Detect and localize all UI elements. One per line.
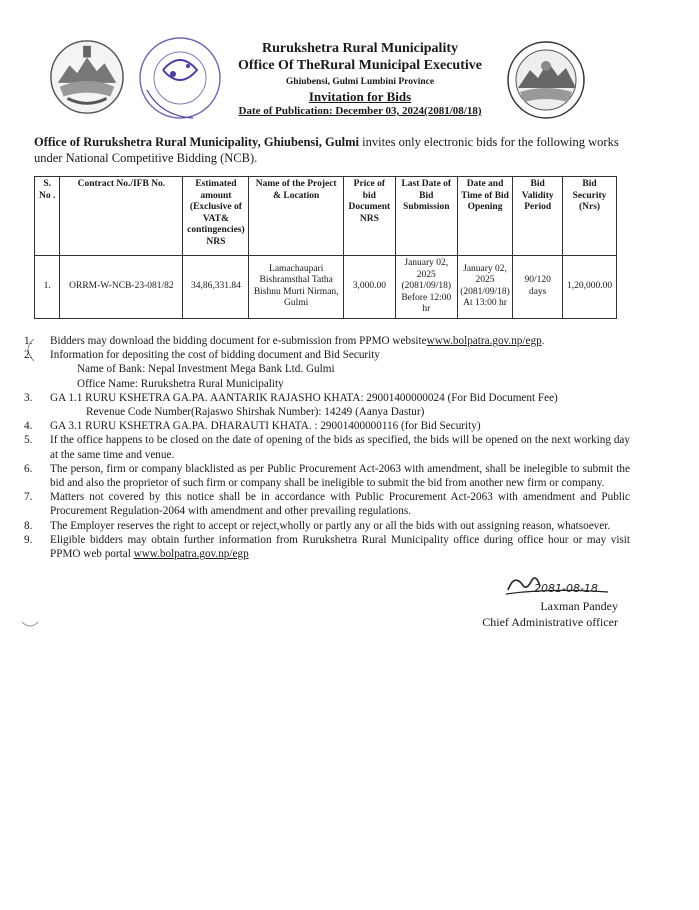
note-item-4: 4. GA 3.1 RURU KSHETRA GA.PA. DHARAUTI KHATA. : 29001400000116 (for Bid Security) (24, 420, 481, 433)
signer-title: Chief Administrative officer (482, 615, 618, 629)
note-item-2: 2. Information for depositing the cost of bidding document and Bid Security (24, 349, 380, 362)
col-opening: Date and Time of Bid Opening (457, 177, 513, 256)
col-sno: S. No . (35, 177, 60, 256)
publication-date: Date of Publication: December 03, 2024(2081/08/18) (238, 105, 482, 117)
bid-table (34, 176, 617, 319)
note-item-6: 6. The person, firm or company blacklisted as per Public Procurement Act-2063 with amendment, shall be inelegible to submit the bid and also the proprietor of such firm or company shall be ineligible to submit the bid from another new firm or company. (24, 462, 630, 490)
cell-last-date: January 02, 2025 (2081/09/18) Before 12:00 hr (395, 256, 457, 319)
col-project: Name of the Project & Location (249, 177, 344, 256)
cell-estimate: 34,86,331.84 (183, 256, 249, 319)
signer-name: Laxman Pandey (540, 599, 618, 613)
cell-sno: 1. (35, 256, 60, 319)
bolpatra-link[interactable]: www.bolpatra.gov.np/egp (426, 335, 542, 347)
ppmo-portal-link[interactable]: www.bolpatra.gov.np/egp (133, 548, 249, 561)
cell-doc-price: 3,000.00 (343, 256, 395, 319)
bank-name: Name of Bank: Nepal Investment Mega Bank Ltd. Gulmi (77, 363, 335, 376)
office-name-line: Office Name: Rurukshetra Rural Municipality (77, 377, 284, 390)
col-security: Bid Security (Nrs) (563, 177, 617, 256)
signer-block (420, 598, 618, 630)
col-doc-price: Price of bid Document NRS (343, 177, 395, 256)
table-header-row (35, 177, 617, 256)
cell-validity: 90/120 days (513, 256, 563, 319)
note-item-1: 1. Bidders may download the bidding document for e-submission from PPMO websitewww.bolpatra.gov.np/egp. (24, 335, 545, 347)
office-address: Ghiubensi, Gulmi Lumbini Province (285, 77, 435, 87)
cell-project: Lamachaupari Bishramsthal Tatha Bishnu Murti Nirman, Gulmi (249, 256, 344, 319)
note-item-5: 5. If the office happens to be closed on the date of opening of the bids as specified, the bids will be opened on the next working day at the same time and venue. (24, 434, 630, 461)
note-item-9: 9. Eligible bidders may obtain further information from Rurukshetra Rural Municipality office during office hour or may visit PPMO web portal www.bolpatra.gov.np/egp (24, 533, 630, 561)
nepal-emblem-logo (48, 38, 126, 116)
notice-header (160, 40, 520, 118)
col-last-date: Last Date of Bid Submission (395, 177, 457, 256)
municipality-name: Rurukshetra Rural Municipality (261, 41, 458, 56)
punch-hole-mark (20, 620, 40, 632)
office-name: Office Of TheRural Municipal Executive (238, 58, 482, 73)
note-item-3: 3. GA 1.1 RURU KSHETRA GA.PA. AANTARIK RAJASHO KHATA: 29001400000024 (For Bid Document Fee) (24, 391, 558, 404)
intro-bold: Office of Rurukshetra Rural Municipality, Ghiubensi, Gulmi (34, 135, 360, 149)
intro-paragraph (34, 134, 634, 166)
col-contract: Contract No./IFB No. (60, 177, 183, 256)
intro-rest: invites only electronic bids for the following works under National Competitive Bidding (NCB). (34, 135, 619, 165)
svg-text:2081-08-18: 2081-08-18 (534, 582, 598, 595)
note-item-7: 7. Matters not covered by this notice shall be in accordance with Public Procurement Act-2063 with amendment and Public Procurement Regulation-2064 with amendment and other prevailing regulations. (24, 491, 630, 518)
col-estimate: Estimated amount (Exclusive of VAT& contingencies) NRS (183, 177, 249, 256)
notes-list (20, 334, 630, 561)
cell-opening: January 02, 2025 (2081/09/18) At 13:00 hr (457, 256, 513, 319)
cell-contract: ORRM-W-NCB-23-081/82 (60, 256, 183, 319)
notice-title: Invitation for Bids (308, 89, 412, 104)
note-item-8: 8. The Employer reserves the right to accept or reject,wholly or partly any or all the bids with out assigning reason, whatsoever. (24, 519, 611, 532)
cell-security: 1,20,000.00 (563, 256, 617, 319)
revenue-code: Revenue Code Number(Rajaswo Shirshak Number): 14249 (Aanya Dastur) (86, 406, 425, 419)
table-row (35, 256, 617, 319)
col-validity: Bid Validity Period (513, 177, 563, 256)
